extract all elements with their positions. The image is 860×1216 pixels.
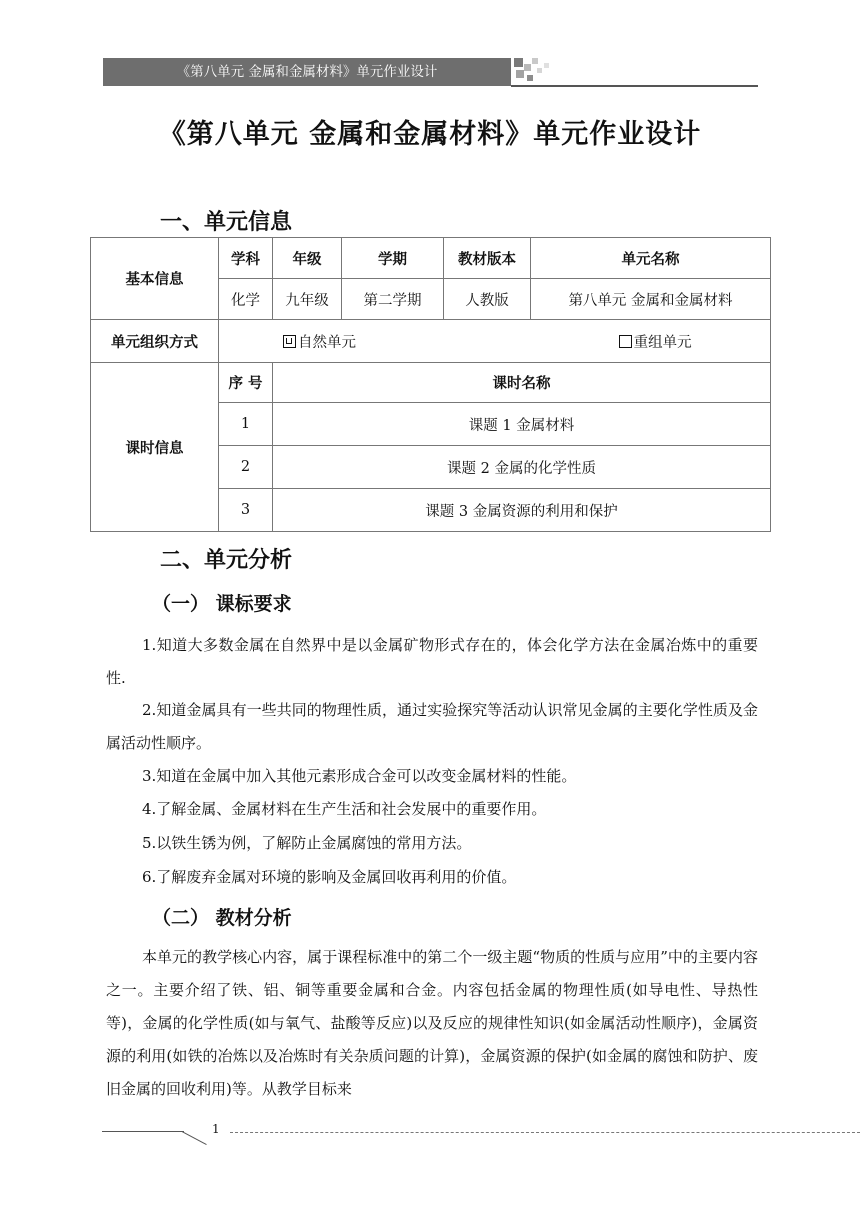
document-title: 《第八单元 金属和金属材料》单元作业设计 xyxy=(158,119,702,150)
requirement-item: 1.知道大多数金属在自然界中是以金属矿物形式存在的，体会化学方法在金属冶炼中的重要性. xyxy=(106,636,758,687)
regroup-unit-label: 重组单元 xyxy=(633,334,692,351)
requirement-item: 6.了解废弃金属对环境的影响及金属回收再利用的价值。 xyxy=(142,868,517,886)
footer-rule xyxy=(102,1131,184,1132)
lesson-no: 1 xyxy=(219,403,273,446)
section-heading-unit-info: 一、单元信息 xyxy=(160,210,293,235)
footer-dashed-rule xyxy=(230,1132,860,1133)
col-lesson-name-header: 课时名称 xyxy=(273,363,771,403)
edition-value: 人教版 xyxy=(444,279,531,320)
term-value: 第二学期 xyxy=(342,279,444,320)
natural-unit-label: 自然单元 xyxy=(298,334,356,351)
checkbox-checked-icon xyxy=(283,335,296,348)
lesson-no: 3 xyxy=(219,489,273,532)
org-mode-options xyxy=(219,320,771,363)
grade-value: 九年级 xyxy=(273,279,342,320)
lesson-info-label: 课时信息 xyxy=(91,363,219,532)
running-header-title: 《第八单元 金属和金属材料》单元作业设计 xyxy=(176,64,438,80)
requirement-item: 5.以铁生锈为例，了解防止金属腐蚀的常用方法。 xyxy=(142,834,472,852)
col-subject-header: 学科 xyxy=(219,238,273,279)
col-grade-header: 年级 xyxy=(273,238,342,279)
lesson-no: 2 xyxy=(219,446,273,489)
col-unit-name-header: 单元名称 xyxy=(531,238,771,279)
lesson-name: 课题 2 金属的化学性质 xyxy=(273,446,771,489)
page-number: 1 xyxy=(212,1122,220,1136)
org-mode-label: 单元组织方式 xyxy=(91,320,219,363)
subject-value: 化学 xyxy=(219,279,273,320)
lesson-name: 课题 1 金属材料 xyxy=(273,403,771,446)
footer-rule-slant xyxy=(181,1131,206,1145)
col-edition-header: 教材版本 xyxy=(444,238,531,279)
checkbox-unchecked-icon xyxy=(619,335,632,348)
unit-info-table xyxy=(90,237,771,532)
requirement-item: 3.知道在金属中加入其他元素形成合金可以改变金属材料的性能。 xyxy=(142,767,577,785)
subsection-heading-textbook-analysis: （二） 教材分析 xyxy=(152,907,292,929)
lesson-name: 课题 3 金属资源的利用和保护 xyxy=(273,489,771,532)
col-no-header: 序 号 xyxy=(219,363,273,403)
subsection-heading-standards: （一） 课标要求 xyxy=(152,593,292,615)
option-regroup-unit xyxy=(619,331,692,352)
analysis-paragraph: 本单元的教学核心内容，属于课程标准中的第二个一级主题“物质的性质与应用”中的主要内容之一。主要介绍了铁、铝、铜等重要金属和合金。内容包括金属的物理性质(如导电性、导热性等)，金属的化学性质(如与氧气、盐酸等反应)以及反应的规律性知识(如金属活动性顺序)，金属资源的利用(如铁的冶炼以及冶炼时有关杂质问题的计算)，金属资源的保护(如金属的腐蚀和防护、废旧金属的回收利用)等。从教学目标来 xyxy=(106,948,758,1098)
col-term-header: 学期 xyxy=(342,238,444,279)
option-natural-unit xyxy=(283,331,356,352)
requirement-item: 2.知道金属具有一些共同的物理性质，通过实验探究等活动认识常见金属的主要化学性质及金属活动性顺序。 xyxy=(106,701,758,752)
requirement-item: 4.了解金属、金属材料在生产生活和社会发展中的重要作用。 xyxy=(142,800,547,818)
basic-info-label: 基本信息 xyxy=(91,238,219,320)
unit-name-value: 第八单元 金属和金属材料 xyxy=(531,279,771,320)
header-rule xyxy=(511,85,758,87)
section-heading-unit-analysis: 二、单元分析 xyxy=(160,548,293,573)
